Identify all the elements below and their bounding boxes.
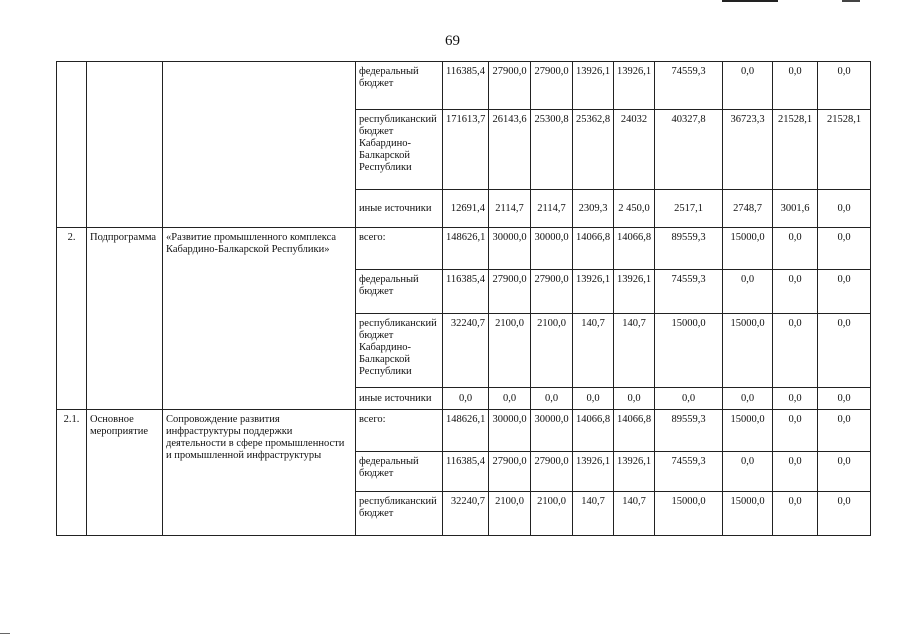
row-value: 0,0: [818, 410, 871, 452]
row-value: 27900,0: [531, 452, 573, 492]
row-source-label: республиканский бюджет Кабардино-Балкарской Республики: [356, 110, 443, 190]
row-source-label: всего:: [356, 228, 443, 270]
row-value: 25300,8: [531, 110, 573, 190]
row-value: 0,0: [443, 388, 489, 410]
header-rule-mark: [722, 0, 778, 2]
row-value: 0,0: [489, 388, 531, 410]
row-value: 15000,0: [723, 314, 773, 388]
row-value: 15000,0: [723, 228, 773, 270]
row-value: 32240,7: [443, 314, 489, 388]
page-number: 69: [445, 33, 460, 49]
cell-type-empty: [87, 62, 163, 228]
row-value: 30000,0: [531, 228, 573, 270]
row-value: 0,0: [723, 270, 773, 314]
row-value: 21528,1: [773, 110, 818, 190]
cell-name-empty: [163, 62, 356, 228]
row-source-label: федеральный бюджет: [356, 270, 443, 314]
row-value: 0,0: [773, 62, 818, 110]
row-value: 0,0: [723, 452, 773, 492]
row-value: 0,0: [773, 452, 818, 492]
row-value: 13926,1: [614, 62, 655, 110]
row-value: 25362,8: [573, 110, 614, 190]
row-value: 2309,3: [573, 190, 614, 228]
row-value: 74559,3: [655, 270, 723, 314]
subprogram-type: Подпрограмма: [87, 228, 163, 410]
row-value: 2114,7: [489, 190, 531, 228]
row-value: 0,0: [723, 388, 773, 410]
row-value: 0,0: [723, 62, 773, 110]
row-value: 15000,0: [723, 492, 773, 536]
row-value: 0,0: [773, 492, 818, 536]
row-value: 15000,0: [655, 492, 723, 536]
row-value: 2100,0: [489, 314, 531, 388]
row-value: 15000,0: [655, 314, 723, 388]
row-value: 74559,3: [655, 62, 723, 110]
row-value: 140,7: [573, 492, 614, 536]
row-source-label: иные источники: [356, 190, 443, 228]
row-value: 27900,0: [531, 270, 573, 314]
row-value: 74559,3: [655, 452, 723, 492]
row-value: 0,0: [818, 270, 871, 314]
row-value: 0,0: [773, 314, 818, 388]
row-value: 89559,3: [655, 410, 723, 452]
row-value: 140,7: [614, 314, 655, 388]
row-value: 13926,1: [573, 270, 614, 314]
row-value: 0,0: [773, 410, 818, 452]
row-value: 0,0: [773, 388, 818, 410]
row-value: 2 450,0: [614, 190, 655, 228]
row-value: 30000,0: [489, 410, 531, 452]
row-value: 36723,3: [723, 110, 773, 190]
row-value: 2748,7: [723, 190, 773, 228]
row-value: 2100,0: [531, 314, 573, 388]
table-row: [57, 228, 871, 270]
row-value: 140,7: [614, 492, 655, 536]
row-value: 27900,0: [489, 452, 531, 492]
row-value: 2114,7: [531, 190, 573, 228]
cell-number-empty: [57, 62, 87, 228]
row-value: 32240,7: [443, 492, 489, 536]
row-value: 0,0: [818, 190, 871, 228]
row-source-label: федеральный бюджет: [356, 62, 443, 110]
row-value: 40327,8: [655, 110, 723, 190]
row-value: 116385,4: [443, 62, 489, 110]
row-value: 30000,0: [531, 410, 573, 452]
subprogram-number: 2.: [57, 228, 87, 410]
row-value: 15000,0: [723, 410, 773, 452]
activity-number: 2.1.: [57, 410, 87, 536]
row-value: 27900,0: [489, 62, 531, 110]
scan-corner-mark: [0, 633, 10, 634]
row-value: 0,0: [773, 270, 818, 314]
row-value: 148626,1: [443, 228, 489, 270]
row-value: 0,0: [818, 228, 871, 270]
row-source-label: республиканский бюджет: [356, 492, 443, 536]
row-value: 148626,1: [443, 410, 489, 452]
activity-name: Сопровождение развития инфраструктуры поддержки деятельности в сфере промышленности и промышленной инфраструктуры: [163, 410, 356, 536]
header-rule-mark-small: [842, 0, 860, 2]
subprogram-name: «Развитие промышленного комплекса Кабардино-Балкарской Республики»: [163, 228, 356, 410]
row-value: 21528,1: [818, 110, 871, 190]
row-source-label: федеральный бюджет: [356, 452, 443, 492]
row-value: 0,0: [573, 388, 614, 410]
row-value: 14066,8: [614, 410, 655, 452]
row-value: 89559,3: [655, 228, 723, 270]
row-value: 2100,0: [531, 492, 573, 536]
row-value: 2517,1: [655, 190, 723, 228]
row-value: 0,0: [818, 314, 871, 388]
row-value: 0,0: [818, 452, 871, 492]
activity-type: Основное мероприятие: [87, 410, 163, 536]
row-value: 0,0: [614, 388, 655, 410]
row-value: 0,0: [818, 492, 871, 536]
row-value: 171613,7: [443, 110, 489, 190]
row-value: 26143,6: [489, 110, 531, 190]
row-value: 0,0: [818, 388, 871, 410]
row-value: 0,0: [773, 228, 818, 270]
row-value: 2100,0: [489, 492, 531, 536]
row-value: 13926,1: [614, 452, 655, 492]
row-source-label: республиканский бюджет Кабардино-Балкарской Республики: [356, 314, 443, 388]
row-value: 13926,1: [614, 270, 655, 314]
row-value: 24032: [614, 110, 655, 190]
row-value: 14066,8: [573, 228, 614, 270]
row-source-label: всего:: [356, 410, 443, 452]
row-value: 13926,1: [573, 452, 614, 492]
row-value: 27900,0: [531, 62, 573, 110]
table-row: [57, 62, 871, 110]
row-value: 14066,8: [573, 410, 614, 452]
row-source-label: иные источники: [356, 388, 443, 410]
row-value: 14066,8: [614, 228, 655, 270]
row-value: 0,0: [818, 62, 871, 110]
row-value: 30000,0: [489, 228, 531, 270]
row-value: 13926,1: [573, 62, 614, 110]
table-row: [57, 410, 871, 452]
row-value: 3001,6: [773, 190, 818, 228]
row-value: 0,0: [655, 388, 723, 410]
row-value: 116385,4: [443, 452, 489, 492]
row-value: 27900,0: [489, 270, 531, 314]
row-value: 116385,4: [443, 270, 489, 314]
funding-table: [56, 61, 871, 536]
row-value: 0,0: [531, 388, 573, 410]
row-value: 12691,4: [443, 190, 489, 228]
row-value: 140,7: [573, 314, 614, 388]
